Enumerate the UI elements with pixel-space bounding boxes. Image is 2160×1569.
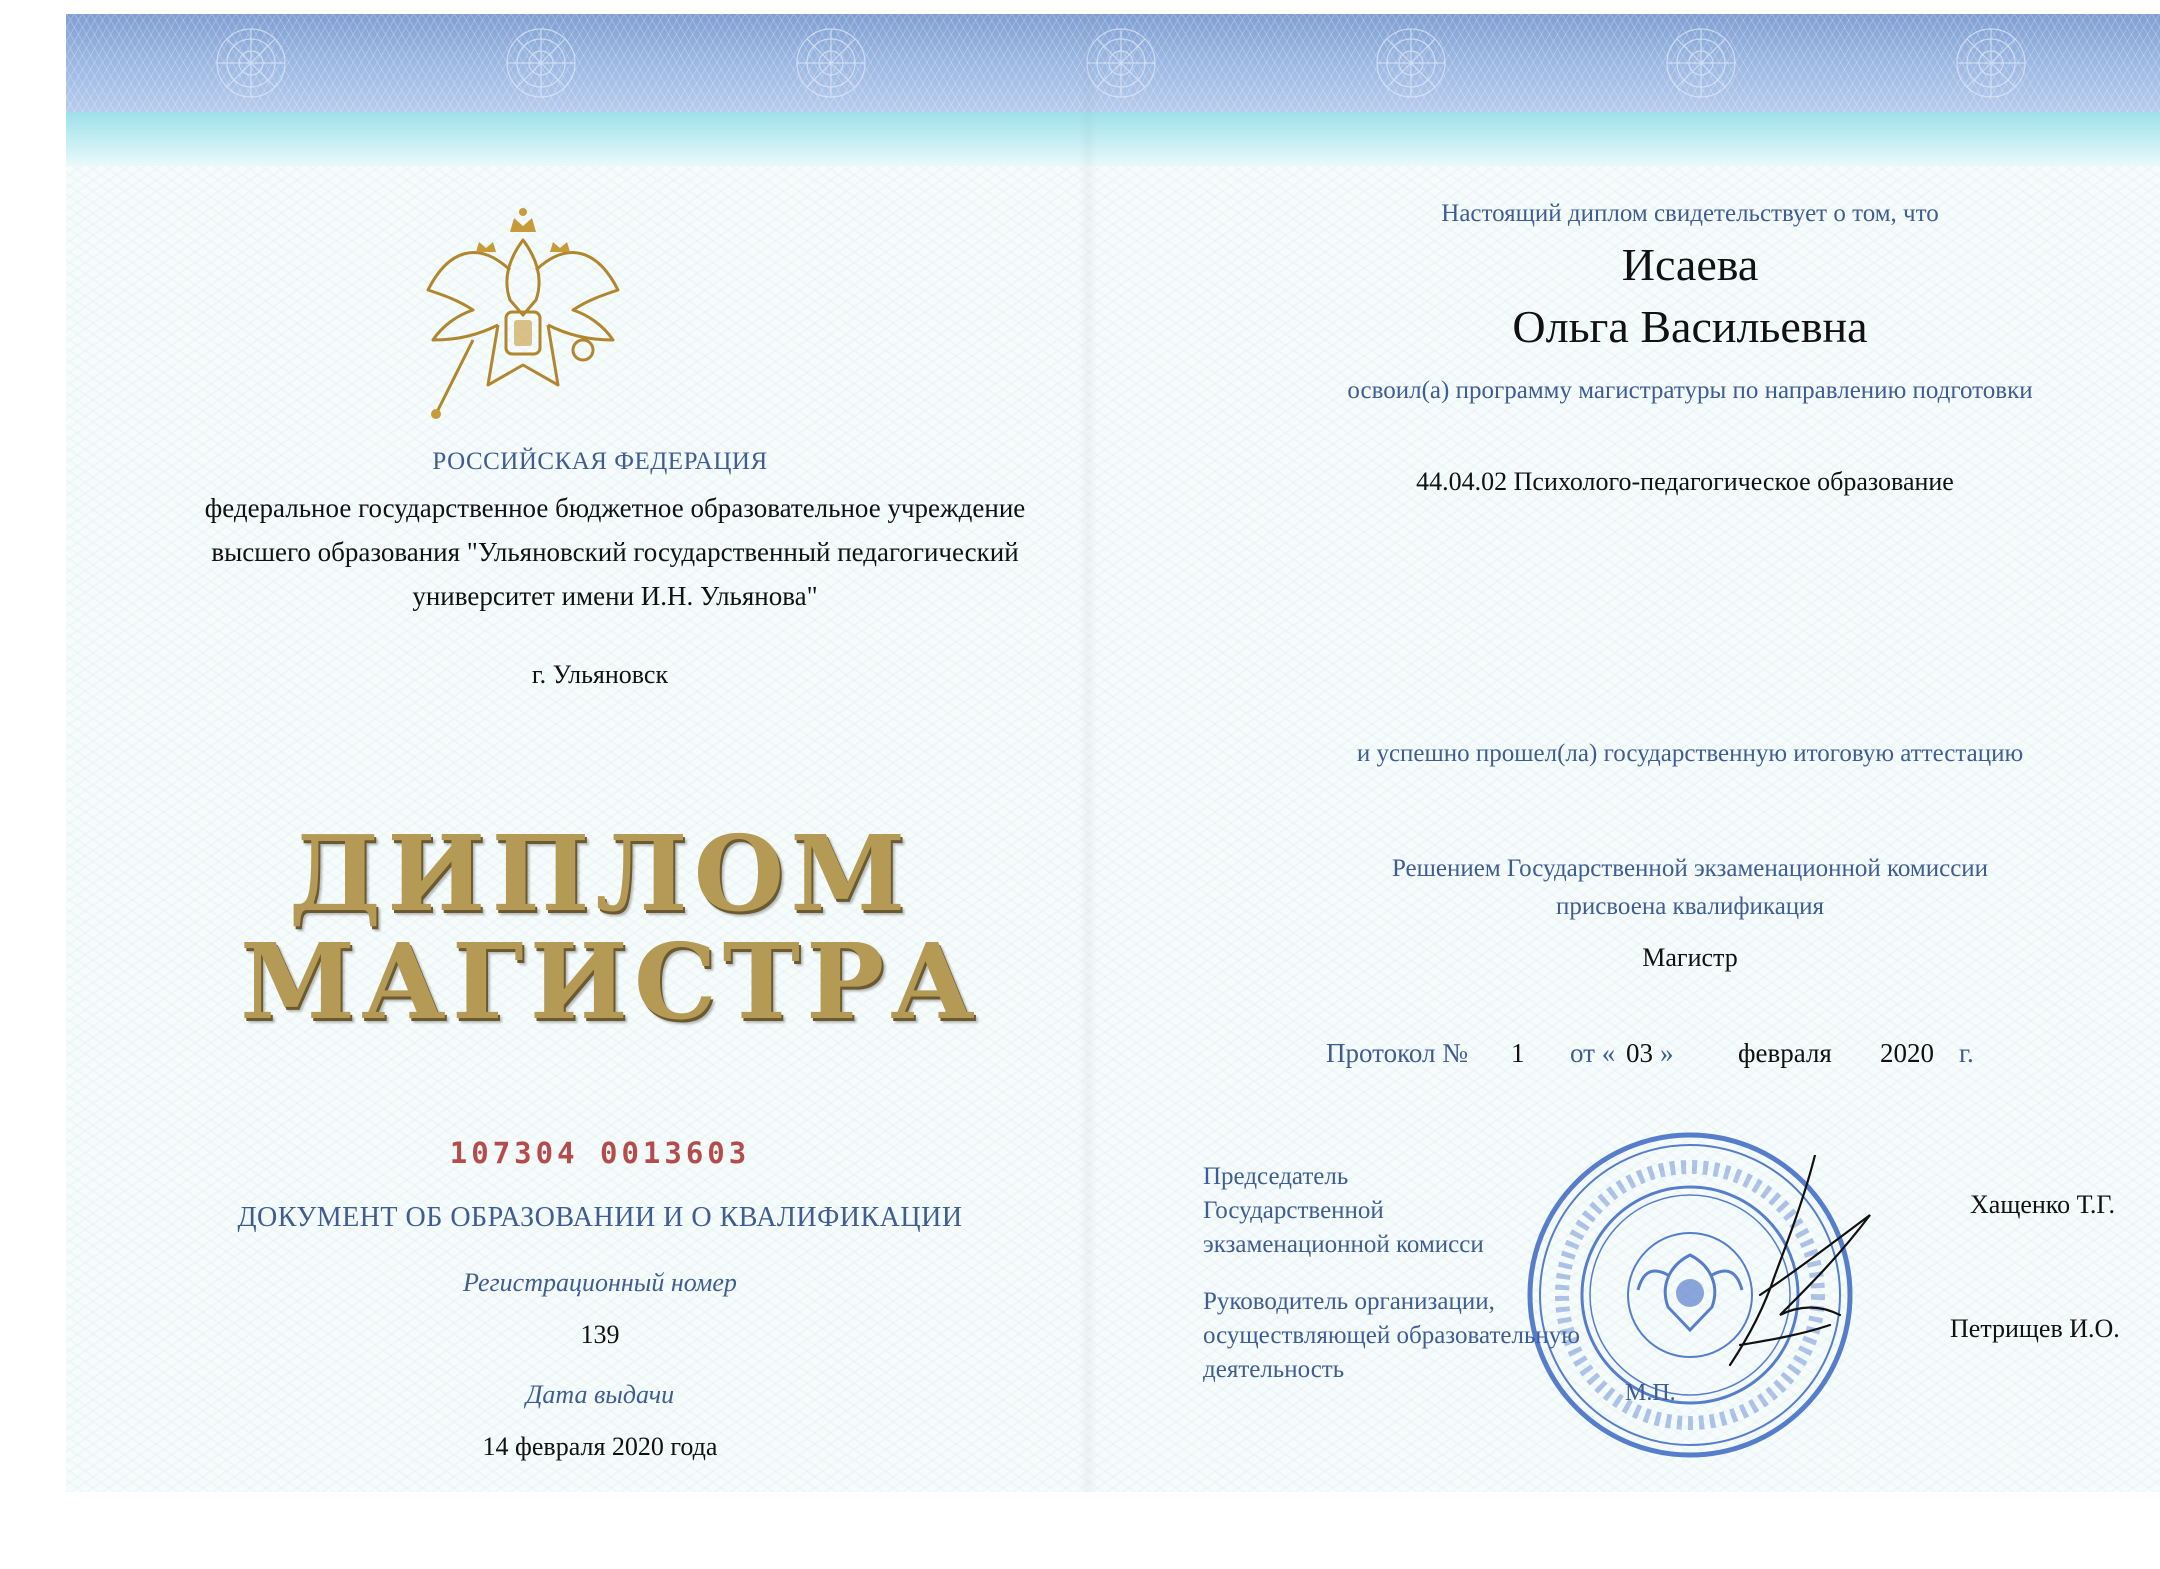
certifies-text: Настоящий диплом свидетельствует о том, что bbox=[1441, 200, 1939, 227]
graduate-surname: Исаева bbox=[1621, 239, 1759, 290]
registration-number-label: Регистрационный номер bbox=[463, 1268, 737, 1297]
head-label-line-3: деятельность bbox=[1203, 1356, 1345, 1383]
seal-place-mark: М.П. bbox=[1625, 1380, 1676, 1406]
document-type: ДОКУМЕНТ ОБ ОБРАЗОВАНИИ И О КВАЛИФИКАЦИИ bbox=[237, 1202, 963, 1233]
serial-number: 107304 0013603 bbox=[449, 1136, 751, 1170]
city: г. Ульяновск bbox=[531, 660, 669, 689]
institution-line-2: высшего образования "Ульяновский государственный педагогический bbox=[211, 537, 1019, 567]
institution-line-3: университет имени И.Н. Ульянова" bbox=[412, 581, 818, 611]
rosette-ornament-icon bbox=[1366, 22, 1456, 104]
rosette-ornament-icon bbox=[206, 22, 296, 104]
decision-line-1: Решением Государственной экзаменационной комиссии bbox=[1391, 855, 1989, 882]
head-label-line-2: осуществляющей образовательную bbox=[1203, 1322, 1580, 1349]
chairman-name: Хащенко Т.Г. bbox=[1970, 1190, 2115, 1219]
decision-line-2: присвоена квалификация bbox=[1555, 893, 1825, 920]
issue-date-label: Дата выдачи bbox=[525, 1380, 675, 1409]
protocol-from: от « bbox=[1570, 1038, 1616, 1068]
rosette-ornament-icon bbox=[786, 22, 876, 104]
chairman-label-line-3: экзаменационной комисси bbox=[1203, 1231, 1484, 1258]
protocol-day: 03 bbox=[1626, 1038, 1653, 1068]
top-decorative-band bbox=[66, 14, 2160, 112]
protocol-number: 1 bbox=[1511, 1038, 1525, 1068]
country-name: РОССИЙСКАЯ ФЕДЕРАЦИЯ bbox=[432, 448, 768, 475]
program-name: 44.04.02 Психолого-педагогическое образование bbox=[1416, 467, 1954, 496]
diploma-title-line-1: ДИПЛОМ bbox=[288, 812, 912, 935]
program-intro-text: освоил(а) программу магистратуры по направлению подготовки bbox=[1347, 377, 2033, 404]
chairman-label bbox=[1203, 1160, 1484, 1262]
handwritten-signature-icon bbox=[1720, 1155, 1880, 1385]
registration-number: 139 bbox=[580, 1320, 620, 1349]
protocol-close-quote: » bbox=[1660, 1038, 1674, 1068]
head-name: Петрищев И.О. bbox=[1950, 1314, 2120, 1343]
issue-date: 14 февраля 2020 года bbox=[482, 1432, 718, 1461]
cyan-band-strip bbox=[66, 112, 2160, 166]
graduate-given-names: Ольга Васильевна bbox=[1512, 301, 1868, 352]
chairman-label-line-2: Государственной bbox=[1203, 1197, 1384, 1224]
rosette-ornament-icon bbox=[1656, 22, 1746, 104]
chairman-label-line-1: Председатель bbox=[1203, 1163, 1349, 1190]
attestation-text: и успешно прошел(ла) государственную итоговую аттестацию bbox=[1356, 740, 2024, 767]
rosette-ornament-icon bbox=[496, 22, 586, 104]
qualification: Магистр bbox=[1642, 943, 1738, 972]
protocol-month: февраля bbox=[1738, 1038, 1832, 1068]
russian-coat-of-arms-icon bbox=[418, 200, 628, 440]
diploma-title-line-2: МАГИСТРА bbox=[240, 920, 981, 1043]
protocol-year-suffix: г. bbox=[1959, 1038, 1974, 1068]
head-label-line-1: Руководитель организации, bbox=[1203, 1288, 1495, 1315]
protocol-year: 2020 bbox=[1880, 1038, 1934, 1068]
rosette-ornament-icon bbox=[1946, 22, 2036, 104]
institution-line-1: федеральное государственное бюджетное образовательное учреждение bbox=[204, 493, 1026, 523]
protocol-label: Протокол № bbox=[1326, 1038, 1468, 1068]
